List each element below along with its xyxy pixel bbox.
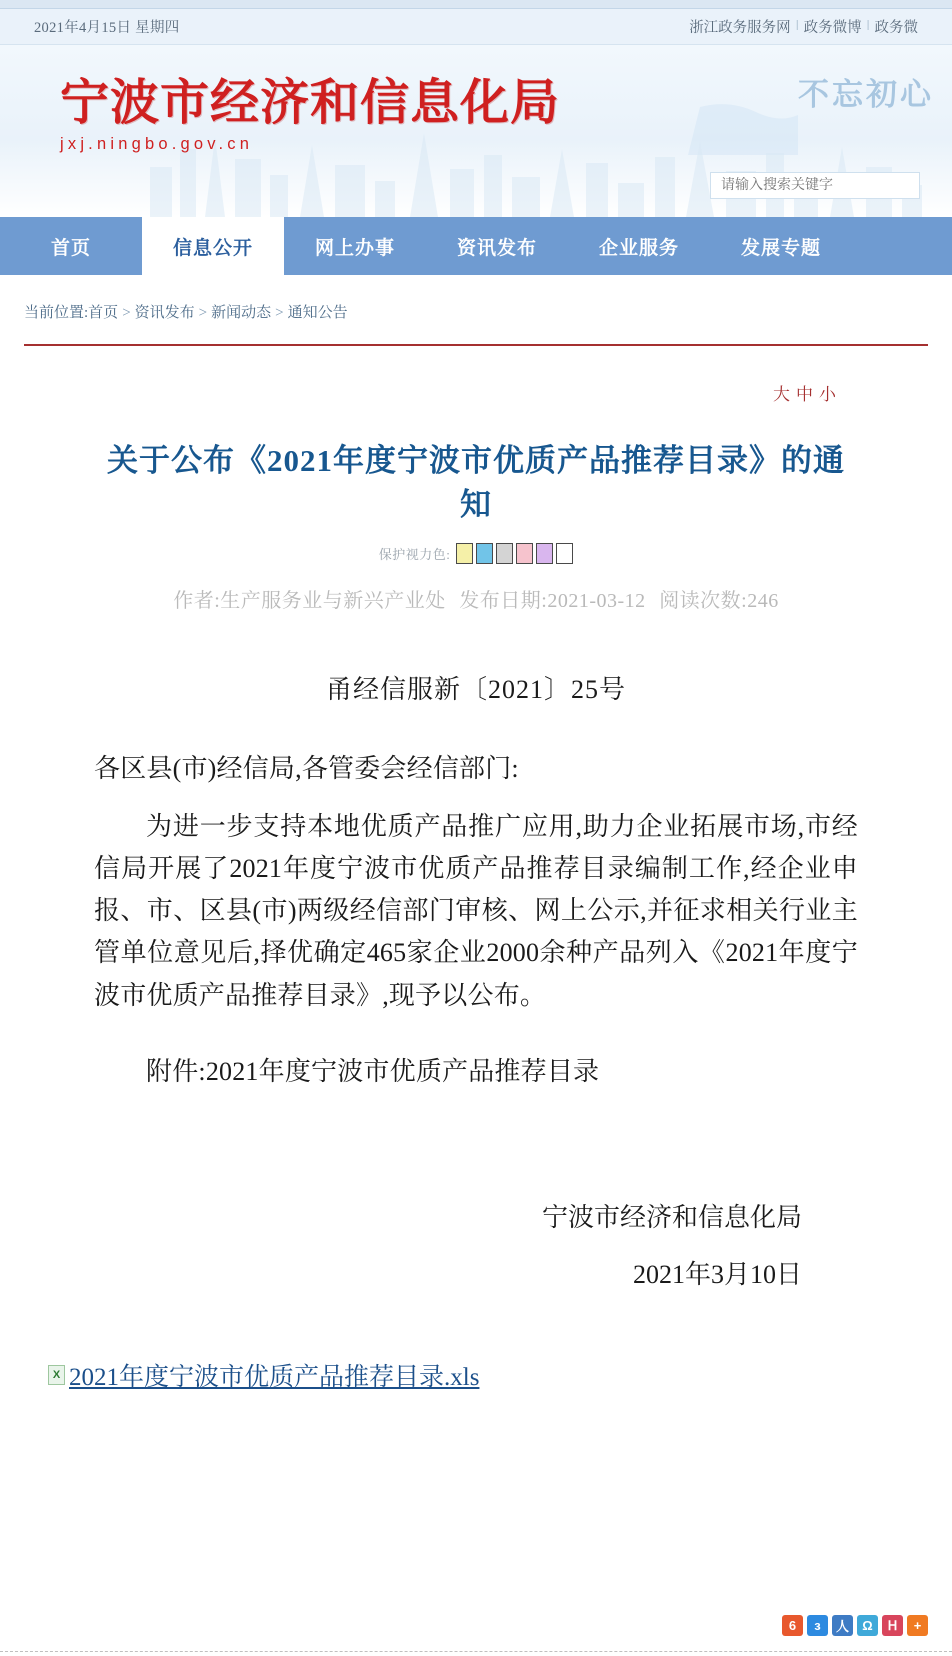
font-size-large-button[interactable]: 大	[773, 385, 796, 404]
nav-item-enterprise-services[interactable]: 企业服务	[598, 237, 679, 259]
kaixin-share-icon[interactable]: ᕼ	[882, 1615, 903, 1636]
eye-care-label: 保护视力色:	[378, 547, 451, 563]
eye-care-swatch-purple[interactable]	[536, 543, 553, 564]
eye-care-swatch-pink[interactable]	[516, 543, 533, 564]
link-separator-2: ǀ	[866, 18, 870, 34]
top-decorative-strip	[0, 0, 952, 9]
article-salutation: 各区县(市)经信局,各管委会经信部门:	[94, 754, 519, 784]
signature-organization: 宁波市经济和信息化局	[541, 1202, 802, 1232]
search-box[interactable]	[710, 172, 920, 199]
eye-care-swatch-white[interactable]	[556, 543, 573, 564]
breadcrumb	[0, 275, 952, 344]
excel-file-icon	[48, 1365, 65, 1385]
link-gov-weibo[interactable]: 政务微博	[803, 20, 862, 36]
qzone-share-icon[interactable]: з	[807, 1615, 828, 1636]
attachment-row	[48, 1357, 928, 1393]
top-external-links	[689, 16, 918, 37]
eye-care-swatch-yellow[interactable]	[456, 543, 473, 564]
social-share-bar	[782, 1615, 928, 1636]
breadcrumb-item-news-updates[interactable]: 新闻动态	[211, 305, 272, 321]
douban-share-icon[interactable]: Ω	[857, 1615, 878, 1636]
current-date-label: 2021年4月15日 星期四	[34, 20, 180, 36]
site-logo-title: 宁波市经济和信息化局	[60, 75, 561, 130]
eye-care-swatch-gray[interactable]	[496, 543, 513, 564]
article-attachment-note: 附件:2021年度宁波市优质产品推荐目录	[146, 1056, 600, 1086]
nav-item-news-release[interactable]: 资讯发布	[456, 237, 537, 259]
link-zhejiang-gov-service[interactable]: 浙江政务服务网	[689, 20, 791, 36]
article-main-paragraph: 为进一步支持本地优质产品推广应用,助力企业拓展市场,市经信局开展了2021年度宁波市优质产品推荐目录编制工作,经企业申报、市、区县(市)两级经信部门审核、网上公示,并征求相关行业主管单位意见后,择优确定465家企业2000余种产品列入《2021年度宁波市优质产品推荐目录》,现予以公布。	[94, 812, 858, 1010]
nav-item-development-topics[interactable]: 发展专题	[740, 237, 821, 259]
nav-item-home[interactable]: 首页	[50, 237, 91, 259]
link-gov-wechat[interactable]: 政务微	[874, 20, 918, 36]
eye-care-color-picker	[24, 543, 928, 564]
breadcrumb-separator-1: >	[122, 305, 131, 321]
breadcrumb-separator-2: >	[198, 305, 208, 321]
breadcrumb-item-home[interactable]: 首页	[88, 305, 119, 321]
nav-item-online-services[interactable]: 网上办事	[314, 237, 395, 259]
site-logo[interactable]	[60, 77, 560, 154]
top-utility-bar	[0, 9, 952, 45]
document-number: 甬经信服新〔2021〕25号	[325, 675, 626, 705]
banner-slogan: 不忘初心	[798, 77, 934, 112]
article-title: 关于公布《2021年度宁波市优质产品推荐目录》的通知	[107, 443, 845, 523]
footer-divider	[0, 1651, 952, 1652]
eye-care-swatch-blue[interactable]	[476, 543, 493, 564]
breadcrumb-prefix: 当前位置:	[24, 305, 89, 321]
breadcrumb-item-news-release[interactable]: 资讯发布	[134, 305, 195, 321]
link-separator-1: ǀ	[795, 18, 799, 34]
article-author: 作者:生产服务业与新兴产业处	[173, 590, 446, 613]
font-size-small-button[interactable]: 小	[819, 385, 842, 404]
renren-share-icon[interactable]: 人	[832, 1615, 853, 1636]
sina-weibo-share-icon[interactable]: 6	[782, 1615, 803, 1636]
main-navigation	[0, 217, 952, 275]
article-view-count: 阅读次数:246	[659, 590, 779, 613]
font-size-controls	[24, 356, 928, 405]
attachment-download-link[interactable]: 2021年度宁波市优质产品推荐目录.xls	[69, 1364, 480, 1392]
article-metadata	[24, 584, 928, 613]
font-size-medium-button[interactable]: 中	[796, 385, 819, 404]
article-publish-date: 发布日期:2021-03-12	[459, 590, 646, 613]
article-signature	[94, 1189, 858, 1303]
search-input[interactable]	[719, 177, 911, 195]
more-share-icon[interactable]: +	[907, 1615, 928, 1636]
breadcrumb-separator-3: >	[275, 305, 284, 321]
site-logo-url: jxj.ningbo.gov.cn	[60, 134, 254, 153]
nav-item-information-disclosure[interactable]: 信息公开	[142, 217, 284, 275]
breadcrumb-item-announcements[interactable]: 通知公告	[287, 305, 348, 321]
article-container	[24, 344, 928, 1393]
article-body	[24, 669, 928, 1303]
site-header-banner	[0, 45, 952, 217]
signature-date: 2021年3月10日	[632, 1259, 802, 1289]
